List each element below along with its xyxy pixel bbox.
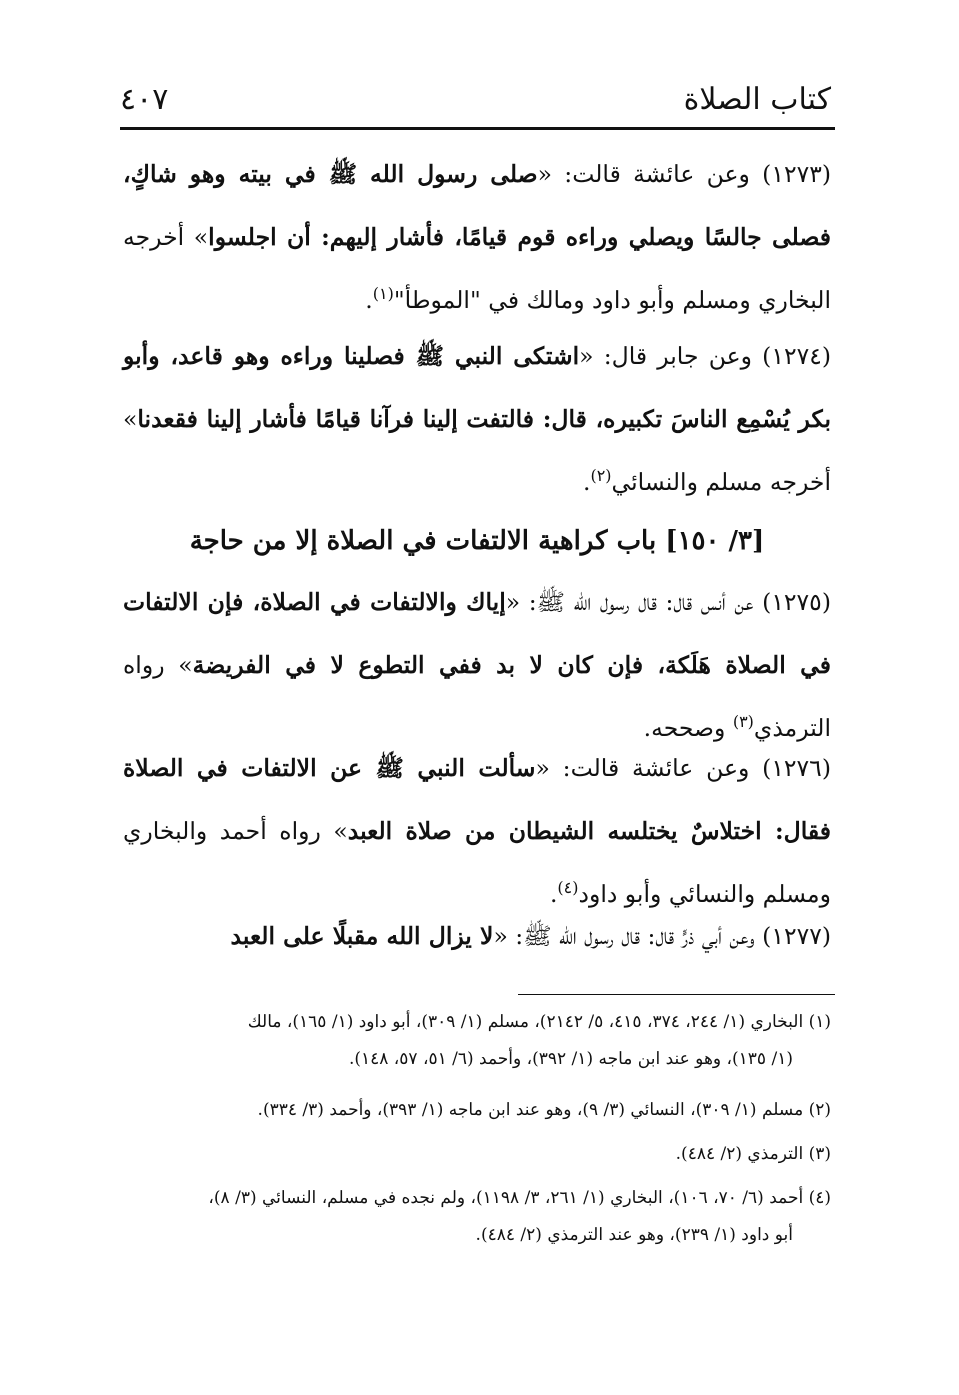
hadith-number: (١٢٧٤) (762, 342, 831, 370)
hadith-end: . (549, 880, 558, 908)
footnote-separator (518, 994, 835, 995)
hadith-intro: وعن عائشة قالت: « (537, 160, 750, 188)
footnote-1 (116, 1004, 831, 1078)
hadith-source: » أخرجه البخاري ومسلم وأبو داود ومالك في "الموطأ" (123, 223, 831, 314)
hadith-quote: سألت النبي ﷺ عن الالتفات في الصلاة فقال: اختلاسٌ يختلسه الشيطان من صلاة العبد (123, 754, 831, 845)
footnote-line: (١) البخاري (١/ ٢٤٤، ٣٧٤، ٤١٥، ٥/ ٢١٤٢)، مسلم (١/ ٣٠٩)، أبو داود (١/ ١٦٥)، مالك (247, 1012, 831, 1032)
footnote-line: أبو داود (١/ ٢٣٩)، وهو عند الترمذي (٢/ ٤٨٤). (475, 1225, 793, 1245)
hadith-1275 (123, 571, 831, 760)
footnote-marker: (٣) (732, 712, 754, 732)
footnote-line: (١/ ١٣٥)، وهو عند ابن ماجه (١/ ٣٩٢)، وأحمد (٦/ ٥١، ٥٧، ١٤٨). (348, 1049, 793, 1069)
hadith-quote: إياك والالتفات في الصلاة، فإن الالتفات في الصلاة هَلَكة، فإن كان لا بد ففي التطوع لا في الفريضة (123, 588, 831, 679)
hadith-end: وصححه. (643, 714, 733, 742)
hadith-number: (١٢٧٦) (762, 754, 831, 782)
hadith-source: » أخرجه مسلم والنسائي (123, 405, 831, 496)
hadith-number: (١٢٧٧) (762, 922, 831, 950)
hadith-source: » رواه الترمذي (123, 651, 831, 742)
hadith-end: . (582, 468, 591, 496)
footnote-line: (٤) أحمد (٦/ ٧٠، ١٠٦)، البخاري (١/ ٢٦١، ٣/ ١١٩٨)، ولم نجده في مسلم، النسائي (٣/ ٨)، (208, 1188, 831, 1208)
hadith-quote: اشتكى النبي ﷺ فصلينا وراءه وهو قاعد، وأبو بكر يُسْمِع الناسَ تكبيره، قال: فالتفت إلينا فرآنا قيامًا فأشار إلينا فقعدنا (123, 342, 831, 433)
hadith-quote: صلى رسول الله ﷺ في بيته وهو شاكٍ، فصلى جالسًا ويصلي وراءه قوم قيامًا، فأشار إليهم: أن اجلسوا (123, 160, 831, 251)
hadith-intro: وعن عائشة قالت: « (535, 754, 750, 782)
hadith-number: (١٢٧٥) (762, 588, 831, 616)
page-number: ٤٠٧ (120, 82, 169, 117)
hadith-source: » رواه أحمد والبخاري ومسلم والنسائي وأبو داود (123, 817, 831, 908)
hadith-quote: لا يزال الله مقبلًا على العبد (230, 922, 494, 950)
footnote-marker: (٢) (590, 466, 612, 486)
footnote-3 (116, 1136, 831, 1173)
header-rule (120, 127, 835, 130)
hadith-1273 (123, 143, 831, 332)
hadith-intro: وعن جابر قال: « (579, 342, 752, 370)
hadith-number: (١٢٧٣) (762, 160, 831, 188)
section-heading: [٣/ ١٥٠] باب كراهية الالتفات في الصلاة إلا من حاجة (189, 526, 765, 556)
footnote-line: (٢) مسلم (١/ ٣٠٩)، النسائي (٣/ ٩)، وهو عند ابن ماجه (١/ ٣٩٣)، وأحمد (٣/ ٣٣٤). (257, 1100, 831, 1120)
footnote-marker: (١) (372, 284, 394, 304)
footnote-marker: (٤) (557, 878, 579, 898)
footnote-line: (٣) الترمذي (٢/ ٤٨٤). (675, 1144, 831, 1164)
hadith-1277 (123, 905, 831, 968)
footnote-2 (116, 1092, 831, 1129)
hadith-intro: وعن أبي ذرٍّ قال: قال رسول الله ﷺ: « (493, 922, 755, 950)
running-header-title: كتاب الصلاة (683, 82, 831, 117)
hadith-1274 (123, 325, 831, 514)
hadith-end: . (365, 286, 373, 314)
hadith-1276 (123, 737, 831, 926)
footnote-4 (116, 1180, 831, 1254)
hadith-intro: عن أنس قال: قال رسول الله ﷺ: « (505, 588, 754, 616)
